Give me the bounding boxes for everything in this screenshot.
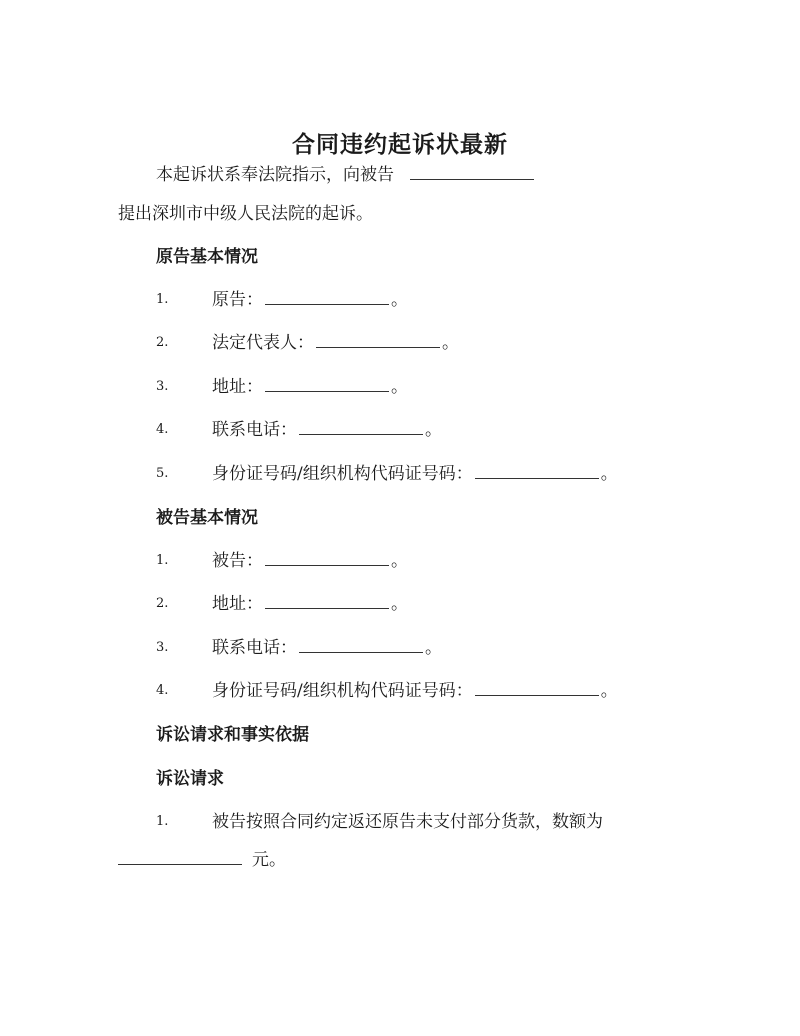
defendant-item-number: 4. bbox=[156, 683, 169, 698]
claims-subheading: 诉讼请求 bbox=[156, 769, 224, 789]
claims-heading: 诉讼请求和事实依据 bbox=[156, 725, 309, 745]
plaintiff-phone-blank[interactable] bbox=[299, 419, 423, 435]
defendant-item-phone bbox=[212, 636, 442, 660]
plaintiff-item-number: 2. bbox=[156, 335, 169, 350]
document-title: 合同违约起诉状最新 bbox=[292, 131, 508, 158]
plaintiff-item-name bbox=[212, 288, 408, 312]
plaintiff-id-blank[interactable] bbox=[475, 463, 599, 479]
defendant-item-address bbox=[212, 592, 408, 616]
period: 。 bbox=[442, 333, 459, 353]
period: 。 bbox=[391, 551, 408, 571]
plaintiff-item-number: 1. bbox=[156, 292, 169, 307]
yuan-suffix: 元。 bbox=[252, 850, 286, 870]
defendant-heading: 被告基本情况 bbox=[156, 508, 258, 528]
claim-amount-blank[interactable] bbox=[118, 849, 242, 865]
plaintiff-item-phone bbox=[212, 418, 442, 442]
defendant-item-number: 2. bbox=[156, 596, 169, 611]
plaintiff-item-number: 3. bbox=[156, 379, 169, 394]
period: 。 bbox=[391, 594, 408, 614]
period: 。 bbox=[425, 420, 442, 440]
field-label: 地址： bbox=[212, 594, 263, 614]
defendant-item-name bbox=[212, 549, 408, 573]
defendant-name-blank[interactable] bbox=[410, 164, 534, 180]
plaintiff-item-number: 5. bbox=[156, 466, 169, 481]
defendant-address-blank[interactable] bbox=[265, 593, 389, 609]
intro-text: 本起诉状系奉法院指示，向被告 bbox=[156, 165, 394, 185]
claim-item-text: 被告按照合同约定返还原告未支付部分货款，数额为 bbox=[212, 812, 603, 832]
plaintiff-item-legal-rep bbox=[212, 331, 459, 355]
defendant-item-number: 3. bbox=[156, 640, 169, 655]
plaintiff-heading: 原告基本情况 bbox=[156, 247, 258, 267]
plaintiff-item-number: 4. bbox=[156, 422, 169, 437]
plaintiff-item-id bbox=[212, 462, 618, 486]
defendant-name-field-blank[interactable] bbox=[265, 550, 389, 566]
period: 。 bbox=[391, 290, 408, 310]
defendant-phone-blank[interactable] bbox=[299, 637, 423, 653]
field-label: 被告： bbox=[212, 551, 263, 571]
field-label: 法定代表人： bbox=[212, 333, 314, 353]
period: 。 bbox=[600, 681, 618, 701]
claim-item-number: 1. bbox=[156, 814, 169, 829]
plaintiff-address-blank[interactable] bbox=[265, 376, 389, 392]
plaintiff-name-blank[interactable] bbox=[265, 289, 389, 305]
defendant-item-number: 1. bbox=[156, 553, 169, 568]
plaintiff-legal-rep-blank[interactable] bbox=[316, 332, 440, 348]
intro-paragraph-line2: 提出深圳市中级人民法院的起诉。 bbox=[118, 204, 373, 224]
field-label: 原告： bbox=[212, 290, 263, 310]
field-label: 地址： bbox=[212, 377, 263, 397]
defendant-id-blank[interactable] bbox=[475, 680, 599, 696]
field-label: 身份证号码/组织机构代码证号码： bbox=[212, 464, 473, 484]
period: 。 bbox=[600, 464, 618, 484]
field-label: 联系电话： bbox=[212, 638, 297, 658]
field-label: 身份证号码/组织机构代码证号码： bbox=[212, 681, 473, 701]
intro-paragraph-line1 bbox=[156, 163, 536, 187]
period: 。 bbox=[425, 638, 442, 658]
period: 。 bbox=[391, 377, 408, 397]
claim-amount-line bbox=[118, 848, 286, 872]
field-label: 联系电话： bbox=[212, 420, 297, 440]
defendant-item-id bbox=[212, 679, 618, 703]
plaintiff-item-address bbox=[212, 375, 408, 399]
